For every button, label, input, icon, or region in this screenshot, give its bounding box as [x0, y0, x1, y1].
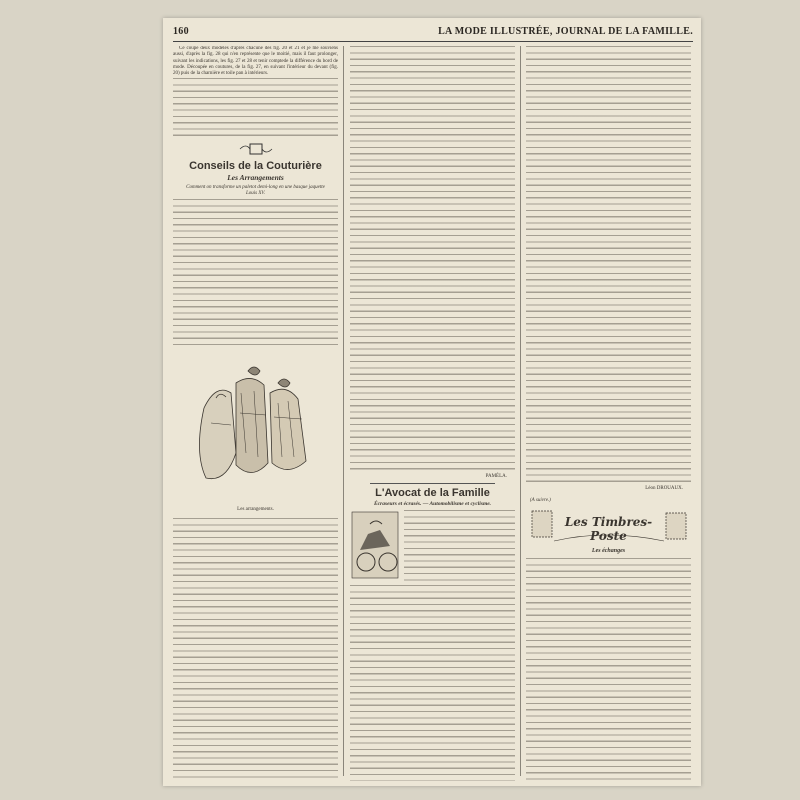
text-block [526, 46, 691, 486]
fashion-illustration [186, 353, 326, 503]
ornament-icon [236, 142, 276, 156]
text-block [173, 78, 338, 138]
illustration-caption: Les arrangements. [237, 507, 274, 513]
page-header [173, 26, 693, 40]
separator [370, 483, 495, 484]
text-block [526, 558, 691, 781]
signature: PAMÉLA. [485, 474, 507, 479]
text-block [173, 518, 338, 781]
decorative-title-block [526, 507, 691, 547]
drop-cap-illustration [350, 510, 400, 580]
article-subtitle: Les Arrangements [227, 173, 284, 183]
page-number: 160 [173, 26, 189, 37]
article-title: L'Avocat de la Famille [375, 487, 490, 500]
newspaper-page [163, 18, 701, 786]
column-divider [520, 46, 521, 776]
article-intro: Comment on transforme un paletot demi-long en une basque jaquette Louis XV. [186, 185, 325, 197]
text-block [173, 199, 338, 349]
column-divider [343, 46, 344, 776]
intro-paragraph: Ce coupe deux modèles d'après chacune des fig. 20 et 21 et je me souviens aussi, d'après la fig. 28 qui n'en représente que le moitié, mais il faut prolonger, suivant les indications, les fig. 27 et 28 et tenir comptede la différence du bord de mode. Découpée en coutures, de la fig. 27, en suivant l'intérieur du devant (fig. 20) puis de la charnière et toile pan à intérieurs. [173, 46, 338, 77]
article-opening [350, 510, 515, 585]
header-rule [173, 41, 693, 42]
column-2 [350, 46, 515, 781]
column-3 [526, 46, 691, 781]
article-subtitle: Écraseurs et écrasés. — Automobilisme et cyclisme. [373, 501, 492, 508]
text-block [404, 510, 515, 582]
publication-title: LA MODE ILLUSTRÉE, JOURNAL DE LA FAMILLE. [438, 26, 693, 37]
article-subtitle: Les échanges [591, 547, 626, 554]
column-1 [173, 46, 338, 781]
signature: Léon DROUAUX. [645, 486, 683, 491]
suite-note: (A suivre.) [530, 498, 551, 504]
text-block [350, 46, 515, 474]
article-title: Les Timbres-Poste [564, 514, 653, 543]
text-block [350, 585, 515, 781]
article-title: Conseils de la Couturière [189, 160, 322, 173]
